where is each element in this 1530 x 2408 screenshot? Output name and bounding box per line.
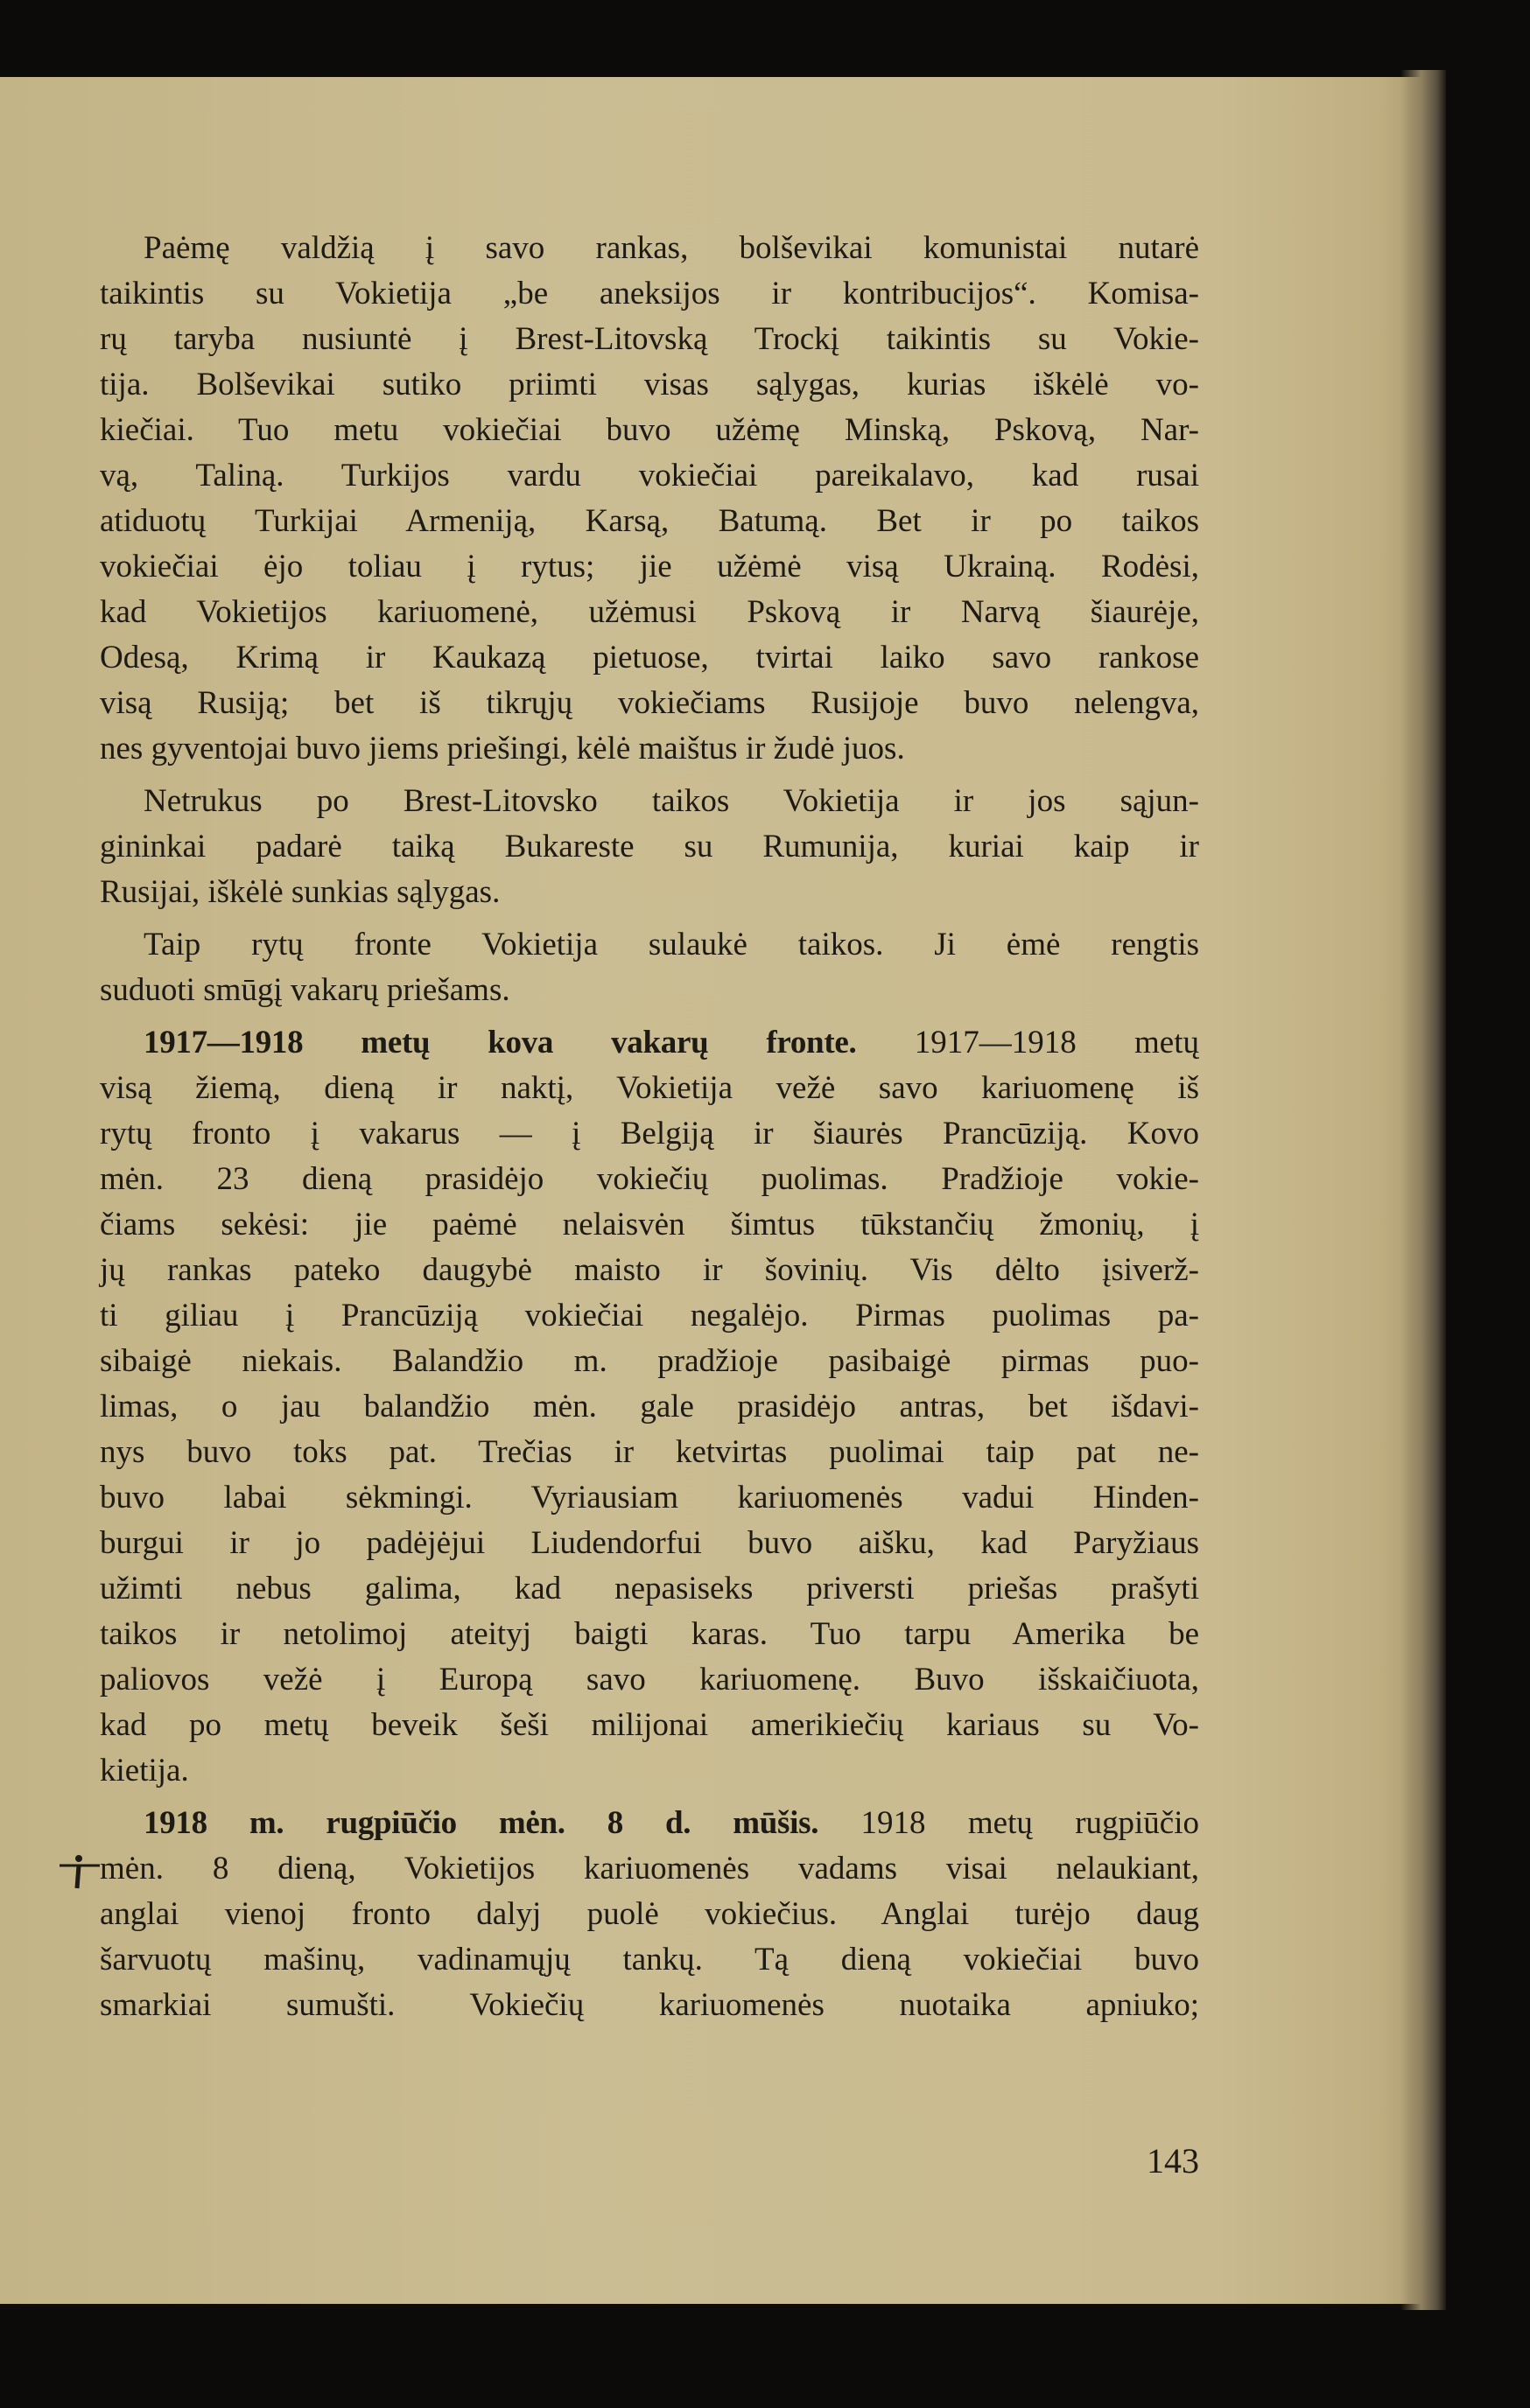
text-line [100,968,1199,1013]
line-text: burgui ir jo padėjėjui Liudendorfui buvo aišku, kad Paryžiaus [100,1525,1199,1561]
margin-mark-icon [58,1853,102,1892]
line-text: Taip rytų fronte Vokietija sulaukė taikos. Ji ėmė rengtis [144,927,1199,962]
text-line [100,271,1199,317]
line-text: šarvuotų mašinų, vadinamųjų tankų. Tą dieną vokiečiai buvo [100,1942,1199,1978]
line-text: limas, o jau balandžio mėn. gale prasidėjo antras, bet išdavi- [100,1389,1199,1424]
text-line [100,1748,1199,1794]
text-line [100,226,1199,271]
text-line [100,870,1199,915]
text-line [100,1612,1199,1657]
line-text: jų rankas pateko daugybė maisto ir šovinių. Vis dėlto įsiverž- [100,1252,1199,1288]
line-text: kad po metų beveik šeši milijonai amerikiečių kariaus su Vo- [100,1707,1199,1743]
line-text: ti giliau į Prancūziją vokiečiai negalėjo. Pirmas puolimas pa- [100,1298,1199,1334]
text-line [100,1248,1199,1293]
paragraph [100,1020,1199,1794]
text-line [100,1384,1199,1430]
text-line [100,1430,1199,1475]
text-line [100,1293,1199,1339]
paragraph [100,226,1199,772]
text-line [100,635,1199,681]
line-text: kad Vokietijos kariuomenė, užėmusi Pskovą ir Narvą šiaurėje, [100,594,1199,630]
line-text: 1917—1918 metų [856,1025,1199,1060]
text-line [100,590,1199,635]
text-line [100,317,1199,362]
line-text: kietija. [100,1753,189,1788]
text-line [100,681,1199,726]
line-text: vokiečiai ėjo toliau į rytus; jie užėmė visą Ukrainą. Rodėsi, [100,549,1199,584]
text-line [100,1983,1199,2028]
text-line [100,1937,1199,1983]
line-text: visą Rusiją; bet iš tikrųjų vokiečiams Rusijoje buvo nelengva, [100,685,1199,721]
line-text: paliovos vežė į Europą savo kariuomenę. Buvo išskaičiuota, [100,1662,1199,1698]
line-text: Paėmę valdžią į savo rankas, bolševikai komunistai nutarė [144,230,1199,266]
text-line [100,1020,1199,1066]
text-line [100,544,1199,590]
line-text: Netrukus po Brest-Litovsko taikos Vokietija ir jos sąjun- [144,783,1199,819]
paragraph [100,779,1199,915]
line-text: rytų fronto į vakarus — į Belgiją ir šiaurės Prancūziją. Kovo [100,1116,1199,1152]
text-line [100,1111,1199,1157]
line-text: smarkiai sumušti. Vokiečių kariuomenės nuotaika apniuko; [100,1987,1199,2023]
page-number: 143 [1147,2141,1199,2180]
text-line [100,1566,1199,1612]
line-text: užimti nebus galima, kad nepasiseks priversti priešas prašyti [100,1571,1199,1606]
line-text: atiduotų Turkijai Armeniją, Karsą, Batumą. Bet ir po taikos [100,503,1199,539]
text-line [100,1475,1199,1521]
text-line [100,726,1199,772]
text-line [100,1657,1199,1703]
text-line [100,362,1199,408]
line-text: čiams sekėsi: jie paėmė nelaisvėn šimtus tūkstančių žmonių, į [100,1207,1199,1242]
text-line [100,1892,1199,1937]
line-text: taikos ir netolimoj ateityj baigti karas. Tuo tarpu Amerika be [100,1616,1199,1652]
text-line [100,1157,1199,1202]
text-line [100,1846,1199,1892]
text-line [100,1703,1199,1748]
line-text: vą, Taliną. Turkijos vardu vokiečiai pareikalavo, kad rusai [100,458,1199,494]
line-text: anglai vienoj fronto dalyj puolė vokiečius. Anglai turėjo daug [100,1896,1199,1932]
line-text: Rusijai, iškėlė sunkias sąlygas. [100,874,501,910]
text-line [100,499,1199,544]
line-text: suduoti smūgį vakarų priešams. [100,972,510,1008]
text-line [100,408,1199,453]
line-text: kiečiai. Tuo metu vokiečiai buvo užėmę Minską, Pskovą, Nar- [100,412,1199,448]
text-line [100,779,1199,824]
line-text: sibaigė niekais. Balandžio m. pradžioje pasibaigė pirmas puo- [100,1343,1199,1379]
text-line [100,1521,1199,1566]
line-text: 1918 metų rugpiūčio [818,1805,1199,1841]
page-body-text [100,226,1199,2028]
line-text: rų taryba nusiuntė į Brest-Litovską Trockį taikintis su Vokie- [100,321,1199,357]
page-edge-shadow [1400,70,1446,2310]
line-text: taikintis su Vokietija „be aneksijos ir kontribucijos“. Komisa- [100,276,1199,312]
text-line [100,824,1199,870]
text-line [100,453,1199,499]
line-text: nes gyventojai buvo jiems priešingi, kėlė maištus ir žudė juos. [100,731,905,766]
text-line [100,1066,1199,1111]
text-line [100,922,1199,968]
line-text: nys buvo toks pat. Trečias ir ketvirtas puolimai taip pat ne- [100,1434,1199,1470]
line-text: gininkai padarė taiką Bukareste su Rumunija, kuriai kaip ir [100,829,1199,864]
line-text: mėn. 8 dieną, Vokietijos kariuomenės vadams visai nelaukiant, [100,1851,1199,1886]
section-heading: 1917—1918 metų kova vakarų fronte. [144,1025,857,1060]
line-text: buvo labai sėkmingi. Vyriausiam kariuomenės vadui Hinden- [100,1480,1199,1516]
text-line [100,1339,1199,1384]
line-text: visą žiemą, dieną ir naktį, Vokietija vežė savo kariuomenę iš [100,1070,1199,1106]
paragraph [100,922,1199,1013]
line-text: tija. Bolševikai sutiko priimti visas sąlygas, kurias iškėlė vo- [100,367,1199,402]
line-text: mėn. 23 dieną prasidėjo vokiečių puolimas. Pradžioje vokie- [100,1161,1199,1197]
line-text: Odesą, Krimą ir Kaukazą pietuose, tvirtai laiko savo rankose [100,640,1199,676]
section-heading: 1918 m. rugpiūčio mėn. 8 d. mūšis. [144,1805,819,1841]
text-line [100,1202,1199,1248]
paragraph [100,1801,1199,2028]
text-line [100,1801,1199,1846]
